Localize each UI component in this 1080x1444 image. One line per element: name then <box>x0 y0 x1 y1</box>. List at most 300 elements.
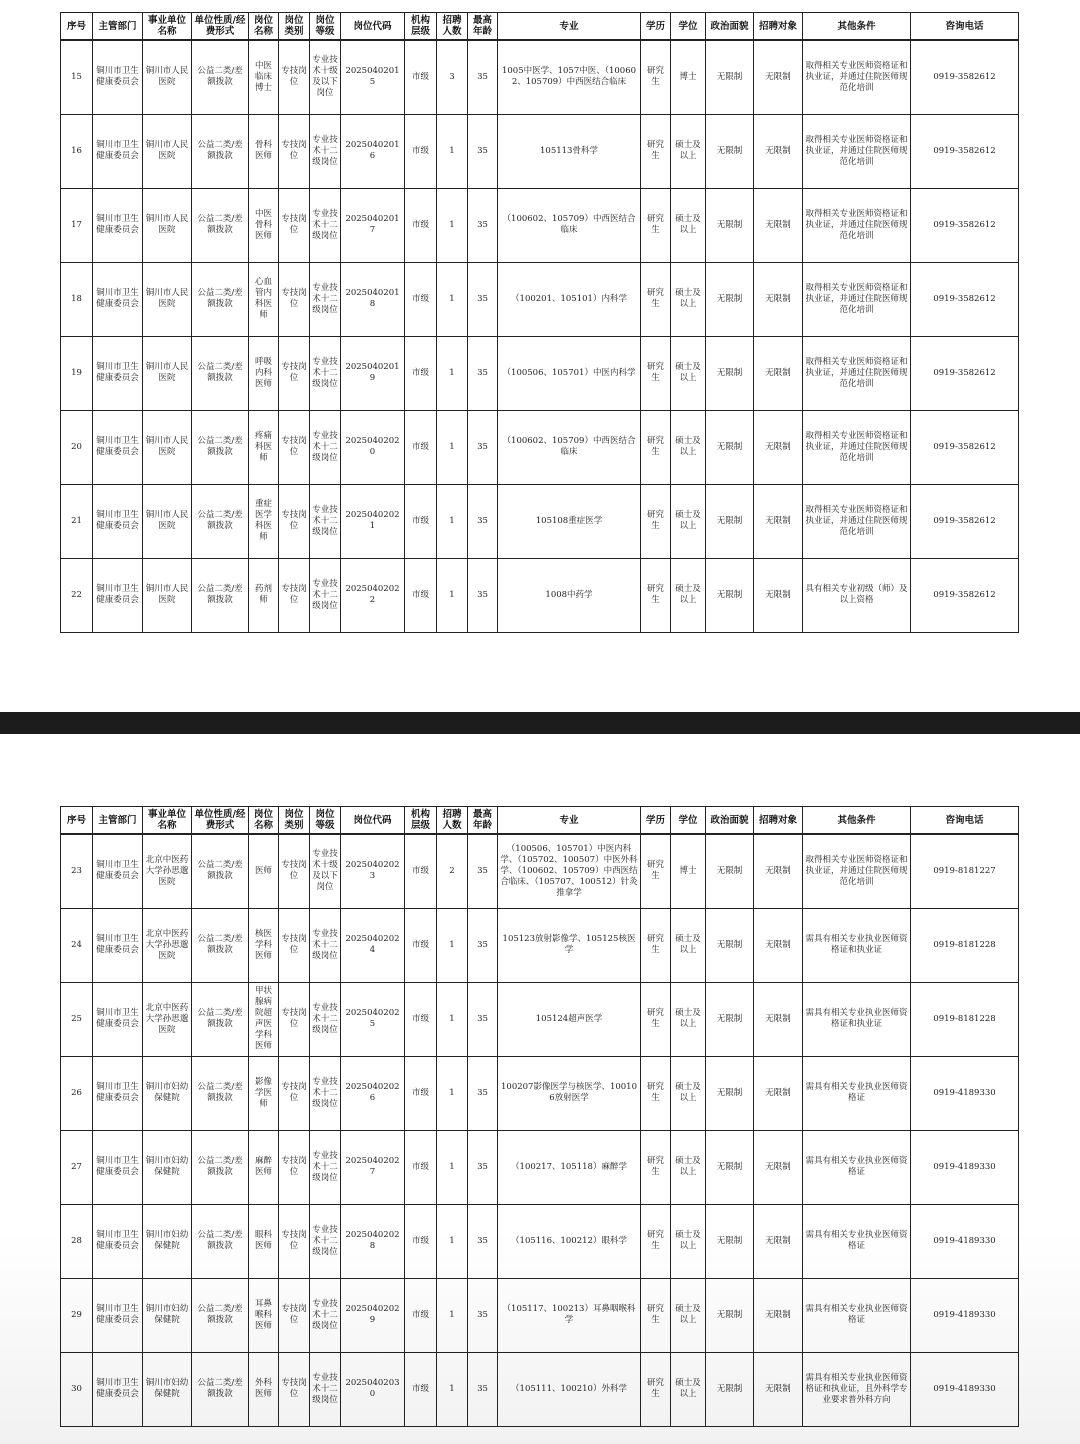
cell-seq: 15 <box>61 40 93 114</box>
cell-phone: 0919-3582612 <box>911 558 1019 632</box>
table-row <box>61 1278 1019 1352</box>
cell-dept: 铜川市卫生健康委员会 <box>93 982 143 1056</box>
cell-level: 专业技术十二级岗位 <box>310 484 341 558</box>
header-education: 学历 <box>641 807 671 835</box>
cell-unit: 铜川市人民医院 <box>143 114 192 188</box>
cell-seq: 24 <box>61 908 93 982</box>
cell-tier: 市级 <box>405 1056 437 1130</box>
cell-category: 专技岗位 <box>279 336 310 410</box>
cell-tier: 市级 <box>405 484 437 558</box>
cell-degree: 硕士及以上 <box>671 188 706 262</box>
cell-code: 20250402027 <box>341 1130 405 1204</box>
page-divider <box>0 712 1080 734</box>
cell-target: 无限制 <box>754 336 803 410</box>
cell-count: 1 <box>437 1056 468 1130</box>
cell-nature: 公益二类/差额拨款 <box>192 1130 249 1204</box>
cell-level: 专业技术十二级岗位 <box>310 1204 341 1278</box>
table-row <box>61 114 1019 188</box>
cell-nature: 公益二类/差额拨款 <box>192 484 249 558</box>
job-table-2 <box>60 806 1019 1427</box>
cell-post: 外科医师 <box>249 1352 279 1426</box>
cell-post: 医师 <box>249 834 279 908</box>
cell-phone: 0919-3582612 <box>911 410 1019 484</box>
cell-tier: 市级 <box>405 1278 437 1352</box>
cell-target: 无限制 <box>754 908 803 982</box>
cell-dept: 铜川市卫生健康委员会 <box>93 908 143 982</box>
cell-code: 20250402019 <box>341 336 405 410</box>
cell-major: （100201、105101）内科学 <box>498 262 641 336</box>
cell-seq: 23 <box>61 834 93 908</box>
cell-nature: 公益二类/差额拨款 <box>192 908 249 982</box>
cell-education: 研究生 <box>641 1352 671 1426</box>
cell-tier: 市级 <box>405 982 437 1056</box>
cell-age: 35 <box>468 114 498 188</box>
cell-other: 取得相关专业医师资格证和执业证，并通过住院医师规范化培训 <box>803 834 911 908</box>
cell-level: 专业技术十二级岗位 <box>310 558 341 632</box>
cell-politics: 无限制 <box>706 1056 754 1130</box>
cell-tier: 市级 <box>405 558 437 632</box>
cell-code: 20250402018 <box>341 262 405 336</box>
cell-dept: 铜川市卫生健康委员会 <box>93 262 143 336</box>
header-unit: 事业单位名称 <box>143 807 192 835</box>
cell-category: 专技岗位 <box>279 484 310 558</box>
cell-unit: 铜川市妇幼保健院 <box>143 1204 192 1278</box>
cell-seq: 26 <box>61 1056 93 1130</box>
cell-dept: 铜川市卫生健康委员会 <box>93 1130 143 1204</box>
cell-code: 20250402030 <box>341 1352 405 1426</box>
cell-post: 药剂师 <box>249 558 279 632</box>
cell-politics: 无限制 <box>706 1204 754 1278</box>
cell-dept: 铜川市卫生健康委员会 <box>93 336 143 410</box>
cell-level: 专业技术十级及以下岗位 <box>310 40 341 114</box>
cell-dept: 铜川市卫生健康委员会 <box>93 558 143 632</box>
cell-nature: 公益二类/差额拨款 <box>192 834 249 908</box>
cell-level: 专业技术十二级岗位 <box>310 262 341 336</box>
header-target: 招聘对象 <box>754 807 803 835</box>
cell-education: 研究生 <box>641 114 671 188</box>
cell-other: 需具有相关专业执业医师资格证 <box>803 1278 911 1352</box>
cell-unit: 铜川市人民医院 <box>143 336 192 410</box>
cell-other: 具有相关专业初级（师）及以上资格 <box>803 558 911 632</box>
cell-seq: 20 <box>61 410 93 484</box>
cell-category: 专技岗位 <box>279 834 310 908</box>
cell-other: 取得相关专业医师资格证和执业证，并通过住院医师规范化培训 <box>803 40 911 114</box>
cell-tier: 市级 <box>405 908 437 982</box>
cell-tier: 市级 <box>405 1204 437 1278</box>
cell-level: 专业技术十二级岗位 <box>310 982 341 1056</box>
cell-seq: 21 <box>61 484 93 558</box>
cell-target: 无限制 <box>754 1278 803 1352</box>
cell-age: 35 <box>468 558 498 632</box>
cell-count: 1 <box>437 558 468 632</box>
cell-post: 骨科医师 <box>249 114 279 188</box>
cell-education: 研究生 <box>641 982 671 1056</box>
cell-code: 20250402025 <box>341 982 405 1056</box>
cell-code: 20250402015 <box>341 40 405 114</box>
cell-unit: 铜川市人民医院 <box>143 484 192 558</box>
cell-other: 取得相关专业医师资格证和执业证，并通过住院医师规范化培训 <box>803 262 911 336</box>
cell-other: 取得相关专业医师资格证和执业证，并通过住院医师规范化培训 <box>803 336 911 410</box>
header-degree: 学位 <box>671 13 706 41</box>
cell-politics: 无限制 <box>706 558 754 632</box>
header-dept: 主管部门 <box>93 13 143 41</box>
cell-dept: 铜川市卫生健康委员会 <box>93 40 143 114</box>
cell-target: 无限制 <box>754 982 803 1056</box>
cell-nature: 公益二类/差额拨款 <box>192 114 249 188</box>
cell-target: 无限制 <box>754 410 803 484</box>
header-seq: 序号 <box>61 807 93 835</box>
header-phone: 咨询电话 <box>911 807 1019 835</box>
cell-politics: 无限制 <box>706 262 754 336</box>
cell-category: 专技岗位 <box>279 982 310 1056</box>
cell-dept: 铜川市卫生健康委员会 <box>93 484 143 558</box>
cell-phone: 0919-8181227 <box>911 834 1019 908</box>
cell-degree: 硕士及以上 <box>671 908 706 982</box>
cell-age: 35 <box>468 1130 498 1204</box>
cell-post: 耳鼻喉科医师 <box>249 1278 279 1352</box>
cell-major: 105113骨科学 <box>498 114 641 188</box>
cell-major: 100207影像医学与核医学、100106放射医学 <box>498 1056 641 1130</box>
cell-dept: 铜川市卫生健康委员会 <box>93 1352 143 1426</box>
cell-degree: 硕士及以上 <box>671 1352 706 1426</box>
cell-degree: 硕士及以上 <box>671 114 706 188</box>
cell-dept: 铜川市卫生健康委员会 <box>93 188 143 262</box>
cell-education: 研究生 <box>641 188 671 262</box>
cell-phone: 0919-3582612 <box>911 262 1019 336</box>
header-education: 学历 <box>641 13 671 41</box>
cell-education: 研究生 <box>641 336 671 410</box>
header-tier: 机构层级 <box>405 807 437 835</box>
cell-nature: 公益二类/差额拨款 <box>192 1278 249 1352</box>
cell-degree: 博士 <box>671 834 706 908</box>
cell-dept: 铜川市卫生健康委员会 <box>93 410 143 484</box>
cell-nature: 公益二类/差额拨款 <box>192 188 249 262</box>
cell-major: 105123放射影像学、105125核医学 <box>498 908 641 982</box>
header-target: 招聘对象 <box>754 13 803 41</box>
cell-unit: 北京中医药大学孙思邈医院 <box>143 982 192 1056</box>
header-code: 岗位代码 <box>341 807 405 835</box>
cell-target: 无限制 <box>754 188 803 262</box>
cell-degree: 硕士及以上 <box>671 1056 706 1130</box>
cell-code: 20250402017 <box>341 188 405 262</box>
cell-dept: 铜川市卫生健康委员会 <box>93 1278 143 1352</box>
cell-politics: 无限制 <box>706 114 754 188</box>
cell-age: 35 <box>468 1204 498 1278</box>
cell-seq: 16 <box>61 114 93 188</box>
cell-education: 研究生 <box>641 558 671 632</box>
cell-other: 需具有相关专业执业医师资格证 <box>803 1130 911 1204</box>
cell-major: （105117、100213）耳鼻咽喉科学 <box>498 1278 641 1352</box>
cell-dept: 铜川市卫生健康委员会 <box>93 1056 143 1130</box>
cell-nature: 公益二类/差额拨款 <box>192 1352 249 1426</box>
cell-level: 专业技术十二级岗位 <box>310 188 341 262</box>
cell-code: 20250402028 <box>341 1204 405 1278</box>
cell-major: 1005中医学、1057中医、（100602、105709）中西医结合临床 <box>498 40 641 114</box>
cell-nature: 公益二类/差额拨款 <box>192 40 249 114</box>
cell-tier: 市级 <box>405 40 437 114</box>
cell-seq: 17 <box>61 188 93 262</box>
cell-count: 1 <box>437 1278 468 1352</box>
cell-major: （100602、105709）中西医结合临床 <box>498 410 641 484</box>
cell-count: 1 <box>437 262 468 336</box>
header-tier: 机构层级 <box>405 13 437 41</box>
cell-age: 35 <box>468 40 498 114</box>
header-category: 岗位类别 <box>279 13 310 41</box>
cell-phone: 0919-3582612 <box>911 40 1019 114</box>
cell-level: 专业技术十二级岗位 <box>310 410 341 484</box>
job-table-1 <box>60 12 1019 633</box>
table-row <box>61 410 1019 484</box>
cell-category: 专技岗位 <box>279 262 310 336</box>
header-degree: 学位 <box>671 807 706 835</box>
cell-post: 甲状腺病院超声医学科医师 <box>249 982 279 1056</box>
cell-age: 35 <box>468 336 498 410</box>
cell-nature: 公益二类/差额拨款 <box>192 262 249 336</box>
cell-seq: 30 <box>61 1352 93 1426</box>
cell-age: 35 <box>468 484 498 558</box>
cell-degree: 硕士及以上 <box>671 262 706 336</box>
cell-major: 105108重症医学 <box>498 484 641 558</box>
cell-age: 35 <box>468 410 498 484</box>
cell-tier: 市级 <box>405 188 437 262</box>
cell-tier: 市级 <box>405 262 437 336</box>
cell-age: 35 <box>468 262 498 336</box>
cell-level: 专业技术十二级岗位 <box>310 1056 341 1130</box>
table-row <box>61 262 1019 336</box>
cell-count: 1 <box>437 982 468 1056</box>
cell-category: 专技岗位 <box>279 410 310 484</box>
header-age: 最高年龄 <box>468 807 498 835</box>
cell-code: 20250402020 <box>341 410 405 484</box>
cell-code: 20250402021 <box>341 484 405 558</box>
cell-other: 需具有相关专业执业医师资格证和执业证 <box>803 908 911 982</box>
cell-degree: 硕士及以上 <box>671 1204 706 1278</box>
cell-degree: 硕士及以上 <box>671 1278 706 1352</box>
cell-unit: 铜川市妇幼保健院 <box>143 1352 192 1426</box>
table-row <box>61 1204 1019 1278</box>
cell-category: 专技岗位 <box>279 40 310 114</box>
cell-major: 105124超声医学 <box>498 982 641 1056</box>
cell-major: （105111、100210）外科学 <box>498 1352 641 1426</box>
cell-category: 专技岗位 <box>279 188 310 262</box>
cell-count: 1 <box>437 336 468 410</box>
header-level: 岗位等级 <box>310 13 341 41</box>
cell-phone: 0919-4189330 <box>911 1130 1019 1204</box>
table-row <box>61 484 1019 558</box>
sheet-page-1 <box>0 0 1080 712</box>
cell-age: 35 <box>468 834 498 908</box>
header-nature: 单位性质/经费形式 <box>192 807 249 835</box>
cell-tier: 市级 <box>405 1130 437 1204</box>
cell-major: （105116、100212）眼科学 <box>498 1204 641 1278</box>
header-row <box>61 13 1019 41</box>
cell-level: 专业技术十二级岗位 <box>310 1130 341 1204</box>
cell-age: 35 <box>468 1056 498 1130</box>
header-post: 岗位名称 <box>249 807 279 835</box>
cell-count: 3 <box>437 40 468 114</box>
cell-other: 需具有相关专业执业医师资格证和执业证 <box>803 982 911 1056</box>
table-row <box>61 834 1019 908</box>
cell-post: 中医临床博士 <box>249 40 279 114</box>
cell-target: 无限制 <box>754 262 803 336</box>
header-phone: 咨询电话 <box>911 13 1019 41</box>
cell-politics: 无限制 <box>706 188 754 262</box>
cell-other: 需具有相关专业执业医师资格证 <box>803 1204 911 1278</box>
table-row <box>61 1130 1019 1204</box>
cell-post: 疼痛科医师 <box>249 410 279 484</box>
cell-count: 1 <box>437 1352 468 1426</box>
cell-degree: 硕士及以上 <box>671 982 706 1056</box>
cell-post: 核医学科医师 <box>249 908 279 982</box>
header-row <box>61 807 1019 835</box>
cell-age: 35 <box>468 908 498 982</box>
cell-unit: 铜川市妇幼保健院 <box>143 1056 192 1130</box>
cell-post: 心血管内科医师 <box>249 262 279 336</box>
cell-code: 20250402026 <box>341 1056 405 1130</box>
cell-target: 无限制 <box>754 1352 803 1426</box>
cell-phone: 0919-4189330 <box>911 1056 1019 1130</box>
cell-nature: 公益二类/差额拨款 <box>192 336 249 410</box>
header-category: 岗位类别 <box>279 807 310 835</box>
cell-tier: 市级 <box>405 1352 437 1426</box>
cell-degree: 硕士及以上 <box>671 410 706 484</box>
cell-level: 专业技术十二级岗位 <box>310 1278 341 1352</box>
cell-degree: 硕士及以上 <box>671 484 706 558</box>
cell-nature: 公益二类/差额拨款 <box>192 982 249 1056</box>
cell-seq: 27 <box>61 1130 93 1204</box>
cell-education: 研究生 <box>641 40 671 114</box>
cell-major: （100217、105118）麻醉学 <box>498 1130 641 1204</box>
cell-age: 35 <box>468 1352 498 1426</box>
table-row <box>61 1056 1019 1130</box>
header-age: 最高年龄 <box>468 13 498 41</box>
header-level: 岗位等级 <box>310 807 341 835</box>
cell-tier: 市级 <box>405 336 437 410</box>
cell-code: 20250402029 <box>341 1278 405 1352</box>
cell-degree: 博士 <box>671 40 706 114</box>
cell-politics: 无限制 <box>706 40 754 114</box>
cell-phone: 0919-3582612 <box>911 188 1019 262</box>
cell-education: 研究生 <box>641 262 671 336</box>
cell-education: 研究生 <box>641 1278 671 1352</box>
cell-target: 无限制 <box>754 114 803 188</box>
cell-phone: 0919-8181228 <box>911 908 1019 982</box>
cell-count: 1 <box>437 1130 468 1204</box>
cell-other: 需具有相关专业执业医师资格证和执业证，且外科学专业要求普外科方向 <box>803 1352 911 1426</box>
cell-level: 专业技术十级及以下岗位 <box>310 834 341 908</box>
cell-count: 1 <box>437 484 468 558</box>
cell-age: 35 <box>468 188 498 262</box>
table-row <box>61 1352 1019 1426</box>
cell-code: 20250402022 <box>341 558 405 632</box>
cell-tier: 市级 <box>405 410 437 484</box>
cell-politics: 无限制 <box>706 834 754 908</box>
cell-major: 1008中药学 <box>498 558 641 632</box>
cell-dept: 铜川市卫生健康委员会 <box>93 834 143 908</box>
cell-unit: 铜川市人民医院 <box>143 262 192 336</box>
cell-seq: 28 <box>61 1204 93 1278</box>
cell-category: 专技岗位 <box>279 1278 310 1352</box>
cell-phone: 0919-3582612 <box>911 114 1019 188</box>
table-row <box>61 336 1019 410</box>
cell-target: 无限制 <box>754 1056 803 1130</box>
header-politics: 政治面貌 <box>706 807 754 835</box>
cell-post: 麻醉医师 <box>249 1130 279 1204</box>
cell-unit: 铜川市人民医院 <box>143 558 192 632</box>
header-count: 招聘人数 <box>437 13 468 41</box>
cell-target: 无限制 <box>754 834 803 908</box>
cell-education: 研究生 <box>641 834 671 908</box>
cell-politics: 无限制 <box>706 1352 754 1426</box>
cell-seq: 25 <box>61 982 93 1056</box>
cell-age: 35 <box>468 982 498 1056</box>
header-other: 其他条件 <box>803 807 911 835</box>
cell-code: 20250402016 <box>341 114 405 188</box>
header-politics: 政治面貌 <box>706 13 754 41</box>
cell-major: （100602、105709）中西医结合临床 <box>498 188 641 262</box>
cell-phone: 0919-8181228 <box>911 982 1019 1056</box>
cell-count: 1 <box>437 908 468 982</box>
table-row <box>61 982 1019 1056</box>
cell-seq: 19 <box>61 336 93 410</box>
table-row <box>61 188 1019 262</box>
cell-unit: 北京中医药大学孙思邈医院 <box>143 908 192 982</box>
cell-target: 无限制 <box>754 40 803 114</box>
cell-phone: 0919-4189330 <box>911 1204 1019 1278</box>
cell-level: 专业技术十二级岗位 <box>310 908 341 982</box>
cell-unit: 铜川市人民医院 <box>143 410 192 484</box>
cell-education: 研究生 <box>641 410 671 484</box>
cell-count: 1 <box>437 1204 468 1278</box>
cell-degree: 硕士及以上 <box>671 558 706 632</box>
cell-phone: 0919-4189330 <box>911 1278 1019 1352</box>
cell-level: 专业技术十二级岗位 <box>310 1352 341 1426</box>
cell-politics: 无限制 <box>706 908 754 982</box>
cell-politics: 无限制 <box>706 484 754 558</box>
cell-target: 无限制 <box>754 1204 803 1278</box>
cell-post: 中医骨科医师 <box>249 188 279 262</box>
cell-tier: 市级 <box>405 834 437 908</box>
cell-category: 专技岗位 <box>279 1352 310 1426</box>
cell-unit: 铜川市妇幼保健院 <box>143 1130 192 1204</box>
cell-unit: 北京中医药大学孙思邈医院 <box>143 834 192 908</box>
header-post: 岗位名称 <box>249 13 279 41</box>
cell-age: 35 <box>468 1278 498 1352</box>
cell-other: 取得相关专业医师资格证和执业证，并通过住院医师规范化培训 <box>803 410 911 484</box>
header-code: 岗位代码 <box>341 13 405 41</box>
cell-unit: 铜川市妇幼保健院 <box>143 1278 192 1352</box>
cell-degree: 硕士及以上 <box>671 1130 706 1204</box>
cell-code: 20250402023 <box>341 834 405 908</box>
cell-nature: 公益二类/差额拨款 <box>192 1056 249 1130</box>
cell-dept: 铜川市卫生健康委员会 <box>93 1204 143 1278</box>
cell-politics: 无限制 <box>706 1130 754 1204</box>
cell-phone: 0919-3582612 <box>911 336 1019 410</box>
header-other: 其他条件 <box>803 13 911 41</box>
cell-degree: 硕士及以上 <box>671 336 706 410</box>
table-body-1 <box>61 40 1019 632</box>
cell-education: 研究生 <box>641 1130 671 1204</box>
cell-nature: 公益二类/差额拨款 <box>192 1204 249 1278</box>
cell-phone: 0919-4189330 <box>911 1352 1019 1426</box>
cell-major: （100506、105701）中医内科学 <box>498 336 641 410</box>
cell-other: 取得相关专业医师资格证和执业证，并通过住院医师规范化培训 <box>803 188 911 262</box>
cell-category: 专技岗位 <box>279 1204 310 1278</box>
header-dept: 主管部门 <box>93 807 143 835</box>
cell-category: 专技岗位 <box>279 1130 310 1204</box>
cell-politics: 无限制 <box>706 410 754 484</box>
cell-education: 研究生 <box>641 1056 671 1130</box>
